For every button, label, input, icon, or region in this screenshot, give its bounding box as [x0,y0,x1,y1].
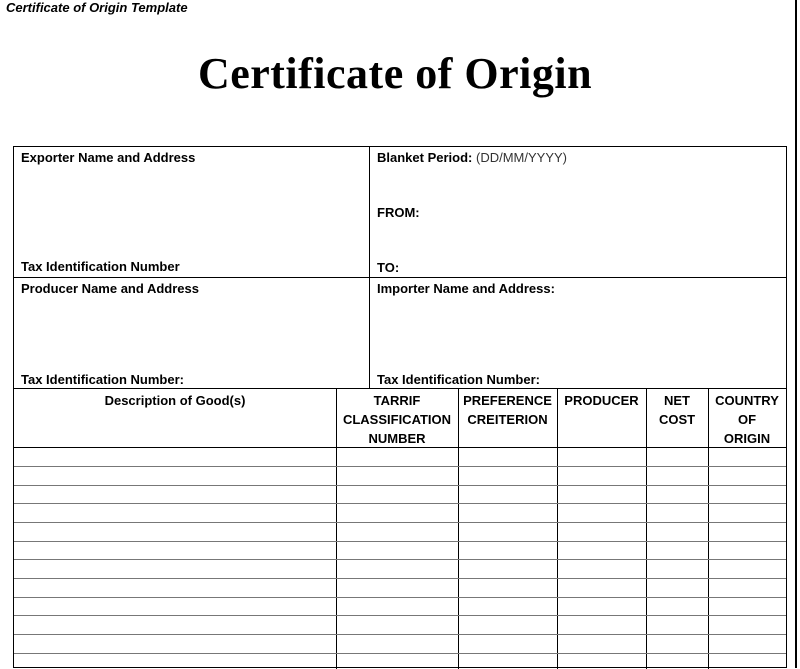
from-label: FROM: [377,205,420,220]
col-divider-2 [458,389,459,669]
page-title: Certificate of Origin [197,49,593,98]
col-divider-4 [646,389,647,669]
table-row[interactable] [14,653,786,654]
col-header-country: COUNTRY OF ORIGIN [715,393,779,446]
importer-tax-label: Tax Identification Number: [377,372,540,387]
exporter-tax-label: Tax Identification Number [21,259,180,274]
document-caption: Certificate of Origin Template [6,0,188,15]
table-row[interactable] [14,559,786,560]
table-row[interactable] [14,503,786,504]
importer-label: Importer Name and Address: [377,281,555,296]
table-row[interactable] [14,522,786,523]
col-header-net-cost: NET COST [658,393,696,427]
table-row[interactable] [14,541,786,542]
col-divider-5 [708,389,709,669]
col-header-tarrif: TARRIF CLASSIFICATION NUMBER [342,393,452,446]
table-row[interactable] [14,485,786,486]
table-row[interactable] [14,466,786,467]
divider-upper-vertical [369,147,370,389]
divider-upper-lower [14,388,786,389]
table-row[interactable] [14,578,786,579]
producer-label: Producer Name and Address [21,281,199,296]
col-divider-3 [557,389,558,669]
col-divider-1 [336,389,337,669]
divider-exporter-producer [14,277,786,278]
table-header-divider [14,447,786,448]
producer-tax-label: Tax Identification Number: [21,372,184,387]
blanket-period-box[interactable] [370,147,788,278]
col-header-preference: PREFERENCE CREITERION [463,393,552,427]
blanket-period-label [377,150,567,165]
table-row[interactable] [14,615,786,616]
certificate-form [13,146,787,668]
col-header-description: Description of Good(s) [104,393,246,408]
exporter-label: Exporter Name and Address [21,150,196,165]
to-label: TO: [377,260,400,275]
blanket-period-title: Blanket Period: [377,150,473,165]
table-row[interactable] [14,634,786,635]
table-row[interactable] [14,597,786,598]
col-header-producer: PRODUCER [564,393,639,408]
blanket-period-format: (DD/MM/YYYY) [475,150,567,165]
